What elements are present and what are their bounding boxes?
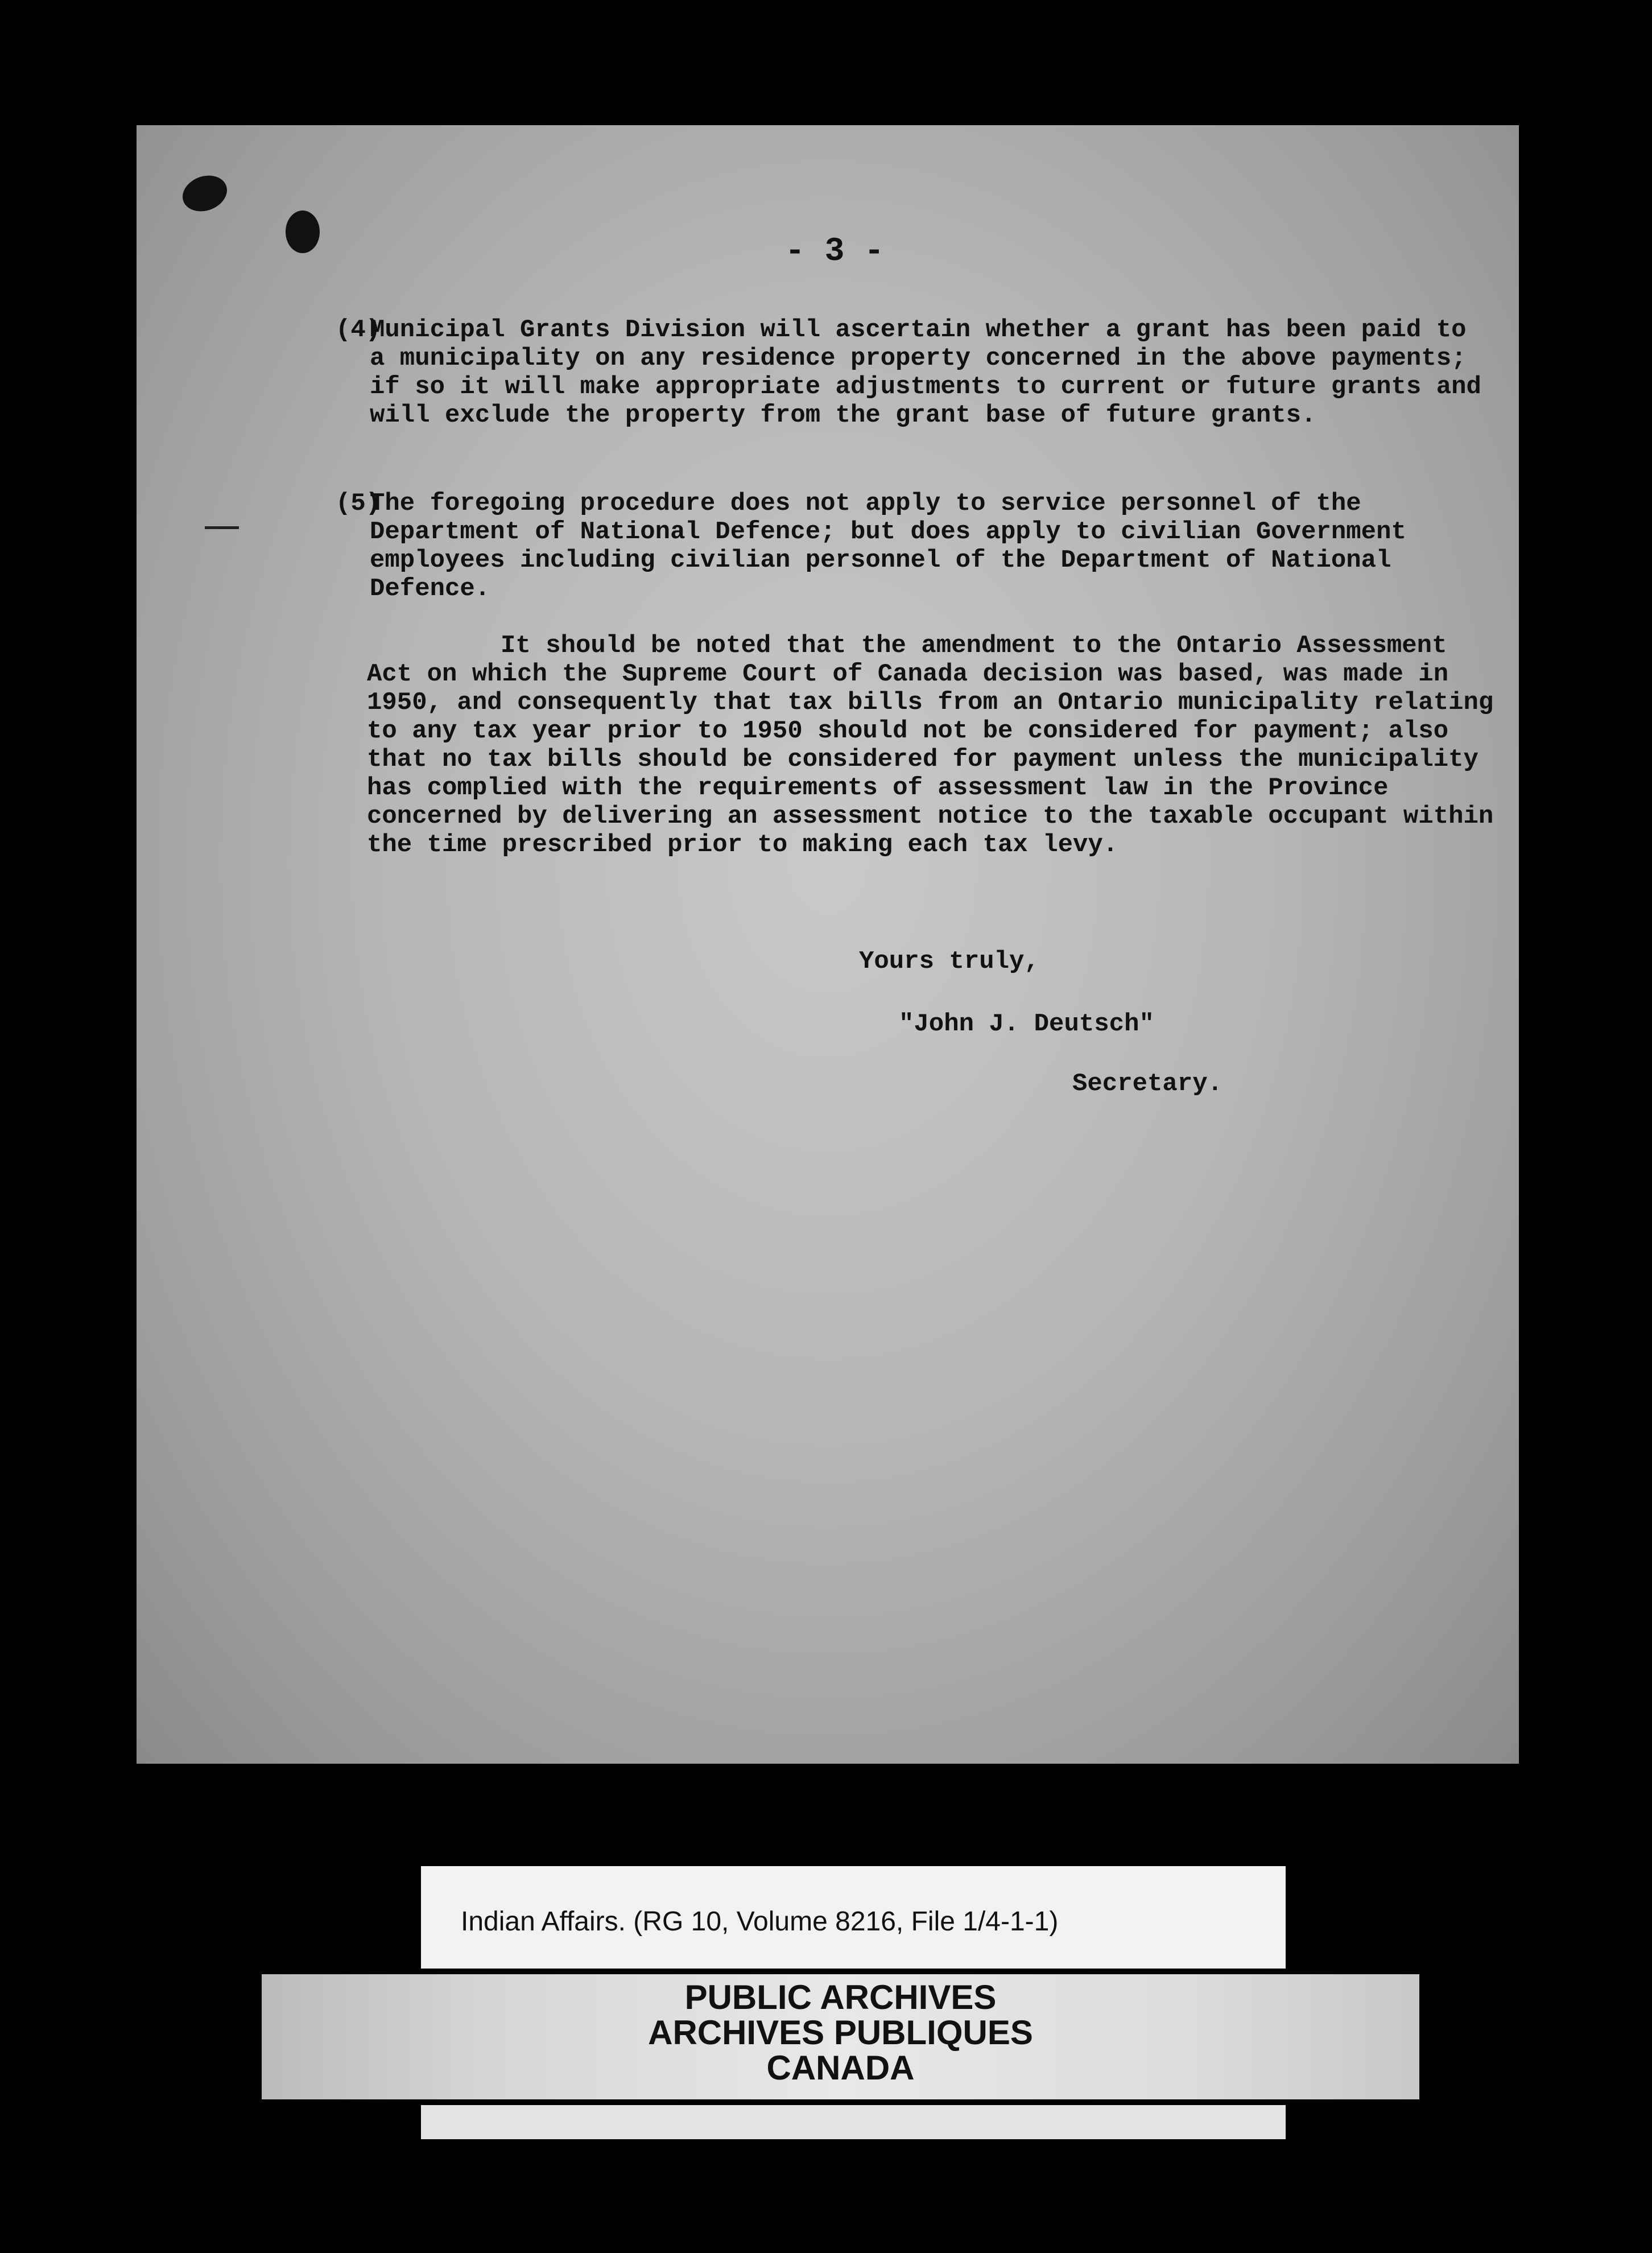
signer-title: Secretary. <box>1072 1070 1223 1098</box>
stamp-line: PUBLIC ARCHIVES <box>684 1978 997 2016</box>
closing: Yours truly, <box>859 947 1039 976</box>
signature: "John J. Deutsch" <box>899 1010 1154 1038</box>
document-page <box>137 125 1519 1764</box>
page-number: - 3 - <box>785 233 885 270</box>
archive-stamp <box>262 1974 1419 2099</box>
ink-smudge <box>286 211 320 253</box>
item-text: Municipal Grants Division will ascertain whether a grant has been paid to a municipality on any residence property concerned in the above payments; if so it will make appropriate adjustments to current or future grants and will exclude the property from the grant base of future grants. <box>370 316 1481 430</box>
archive-label: Indian Affairs. (RG 10, Volume 8216, File 1/4-1-1) <box>461 1907 1059 1937</box>
list-item <box>336 489 1490 603</box>
archive-label-card <box>421 1866 1286 1969</box>
stamp-line: CANADA <box>766 2049 915 2087</box>
bottom-card <box>421 2105 1286 2139</box>
body-paragraph: It should be noted that the amendment to the Ontario Assessment Act on which the Supreme Court of Canada decision was based, was made in 1950, and consequently that tax bills from an Ontario municipality relating to any tax year prior to 1950 should not be considered for payment; also that no tax bills should be considered for payment unless the municipality has complied with the requirements of assessment law in the Province concerned by delivering an assessment notice to the taxable occupant within the time prescribed prior to making each tax levy. <box>367 632 1494 859</box>
item-text: The foregoing procedure does not apply to service personnel of the Department of National Defence; but does apply to civilian Government employees including civilian personnel of the Department of National Defence. <box>370 489 1406 603</box>
list-item <box>336 316 1490 430</box>
ink-smudge <box>177 170 232 217</box>
item-number: (5) <box>336 489 381 518</box>
margin-mark <box>205 526 239 529</box>
stamp-line: ARCHIVES PUBLIQUES <box>648 2013 1033 2052</box>
item-number: (4) <box>336 316 381 344</box>
